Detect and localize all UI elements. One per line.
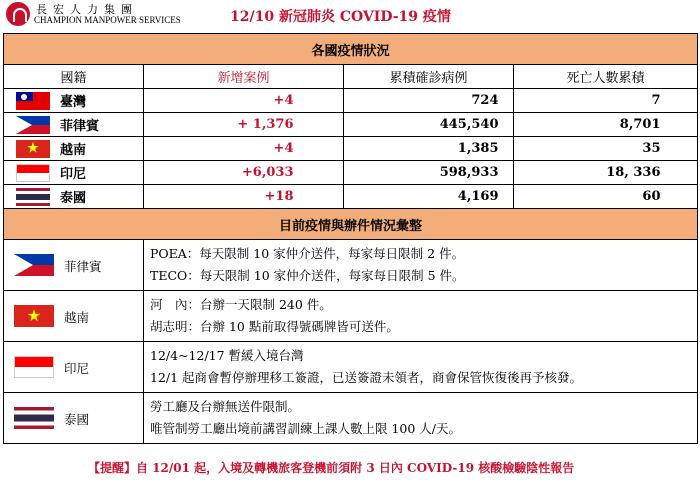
total-cases-value: 724 (471, 93, 499, 108)
total-cases-value: 4,169 (457, 189, 499, 204)
country-name: 越南 (64, 310, 90, 325)
table-row (4, 137, 698, 161)
col-header-country: 國籍 (4, 65, 144, 89)
col-header-new-cases: 新增案例 (144, 65, 344, 89)
country-name: 印尼 (60, 167, 87, 182)
col-header-total-cases: 累積確診病例 (344, 65, 514, 89)
org-name-chinese: 長宏人力集團 (36, 3, 138, 16)
stats-section-title: 各國疫情狀況 (4, 34, 698, 65)
notice-banner: 【提醒】自 12/01 起，入境及轉機旅客登機前須附 3 日內 COVID-19 核酸檢驗陰性報告 (88, 461, 575, 475)
stats-column-headers (4, 65, 698, 89)
deaths-value: 60 (642, 189, 661, 204)
summary-line: 胡志明：台辦 10 點前取得號碼牌皆可送件。 (150, 319, 399, 334)
table-row (4, 161, 698, 185)
total-cases-value: 598,933 (439, 165, 499, 180)
philippines-flag-icon (14, 254, 54, 276)
philippines-flag-icon (16, 116, 50, 134)
country-name: 泰國 (60, 191, 87, 206)
summary-line: 勞工廳及台辦無送件限制。 (150, 399, 301, 414)
country-name: 菲律賓 (60, 119, 100, 134)
country-name: 菲律賓 (64, 259, 102, 274)
total-cases-value: 1,385 (457, 141, 499, 156)
vietnam-flag-icon (16, 140, 50, 158)
indonesia-flag-icon (16, 164, 50, 182)
new-cases-value: +6,033 (241, 165, 294, 180)
page-header (0, 0, 700, 32)
taiwan-flag-icon (16, 92, 50, 110)
new-cases-value: +4 (273, 93, 294, 108)
country-name: 泰國 (64, 412, 90, 427)
page-title: 12/10 新冠肺炎 COVID-19 疫情 (230, 9, 451, 25)
new-cases-value: + 1,376 (237, 117, 294, 132)
total-cases-value: 445,540 (439, 117, 499, 132)
new-cases-value: +4 (273, 141, 294, 156)
summary-line: 12/1 起商會暫停辦理移工簽證，已送簽證未領者，商會保管恢復後再予核發。 (150, 370, 583, 385)
country-name: 臺灣 (60, 95, 87, 110)
new-cases-value: +18 (264, 189, 294, 204)
summary-row (4, 291, 698, 342)
table-row (4, 113, 698, 137)
summary-line: 唯管制勞工廳出境前講習訓練上課人數上限 100 人/天。 (150, 421, 462, 436)
table-row (4, 185, 698, 209)
vietnam-flag-icon (14, 305, 54, 327)
summary-line: POEA：每天限制 10 家仲介送件，每家每日限制 2 件。 (150, 246, 465, 261)
company-logo-icon (6, 2, 30, 26)
col-header-deaths: 死亡人數累積 (514, 65, 698, 89)
deaths-value: 8,701 (619, 117, 661, 132)
summary-row (4, 393, 698, 444)
deaths-value: 18, 336 (606, 165, 661, 180)
org-name-english: CHAMPION MANPOWER SERVICES (34, 15, 181, 25)
summary-line: 河 內：台辦一天限制 240 件。 (150, 297, 332, 312)
indonesia-flag-icon (14, 356, 54, 378)
summary-row (4, 240, 698, 291)
country-name: 越南 (60, 143, 87, 158)
thailand-flag-icon (16, 188, 50, 206)
summary-row (4, 342, 698, 393)
country-name: 印尼 (64, 361, 90, 376)
thailand-flag-icon (14, 407, 54, 429)
summary-line: TECO：每天限制 10 家仲介送件，每家每日限制 5 件。 (150, 268, 465, 283)
summary-section-title: 目前疫情與辦件情況彙整 (4, 209, 698, 240)
deaths-value: 35 (642, 141, 661, 156)
table-row (4, 89, 698, 113)
deaths-value: 7 (651, 93, 661, 108)
covid-table (3, 33, 697, 444)
summary-line: 12/4~12/17 暫緩入境台灣 (150, 348, 304, 363)
